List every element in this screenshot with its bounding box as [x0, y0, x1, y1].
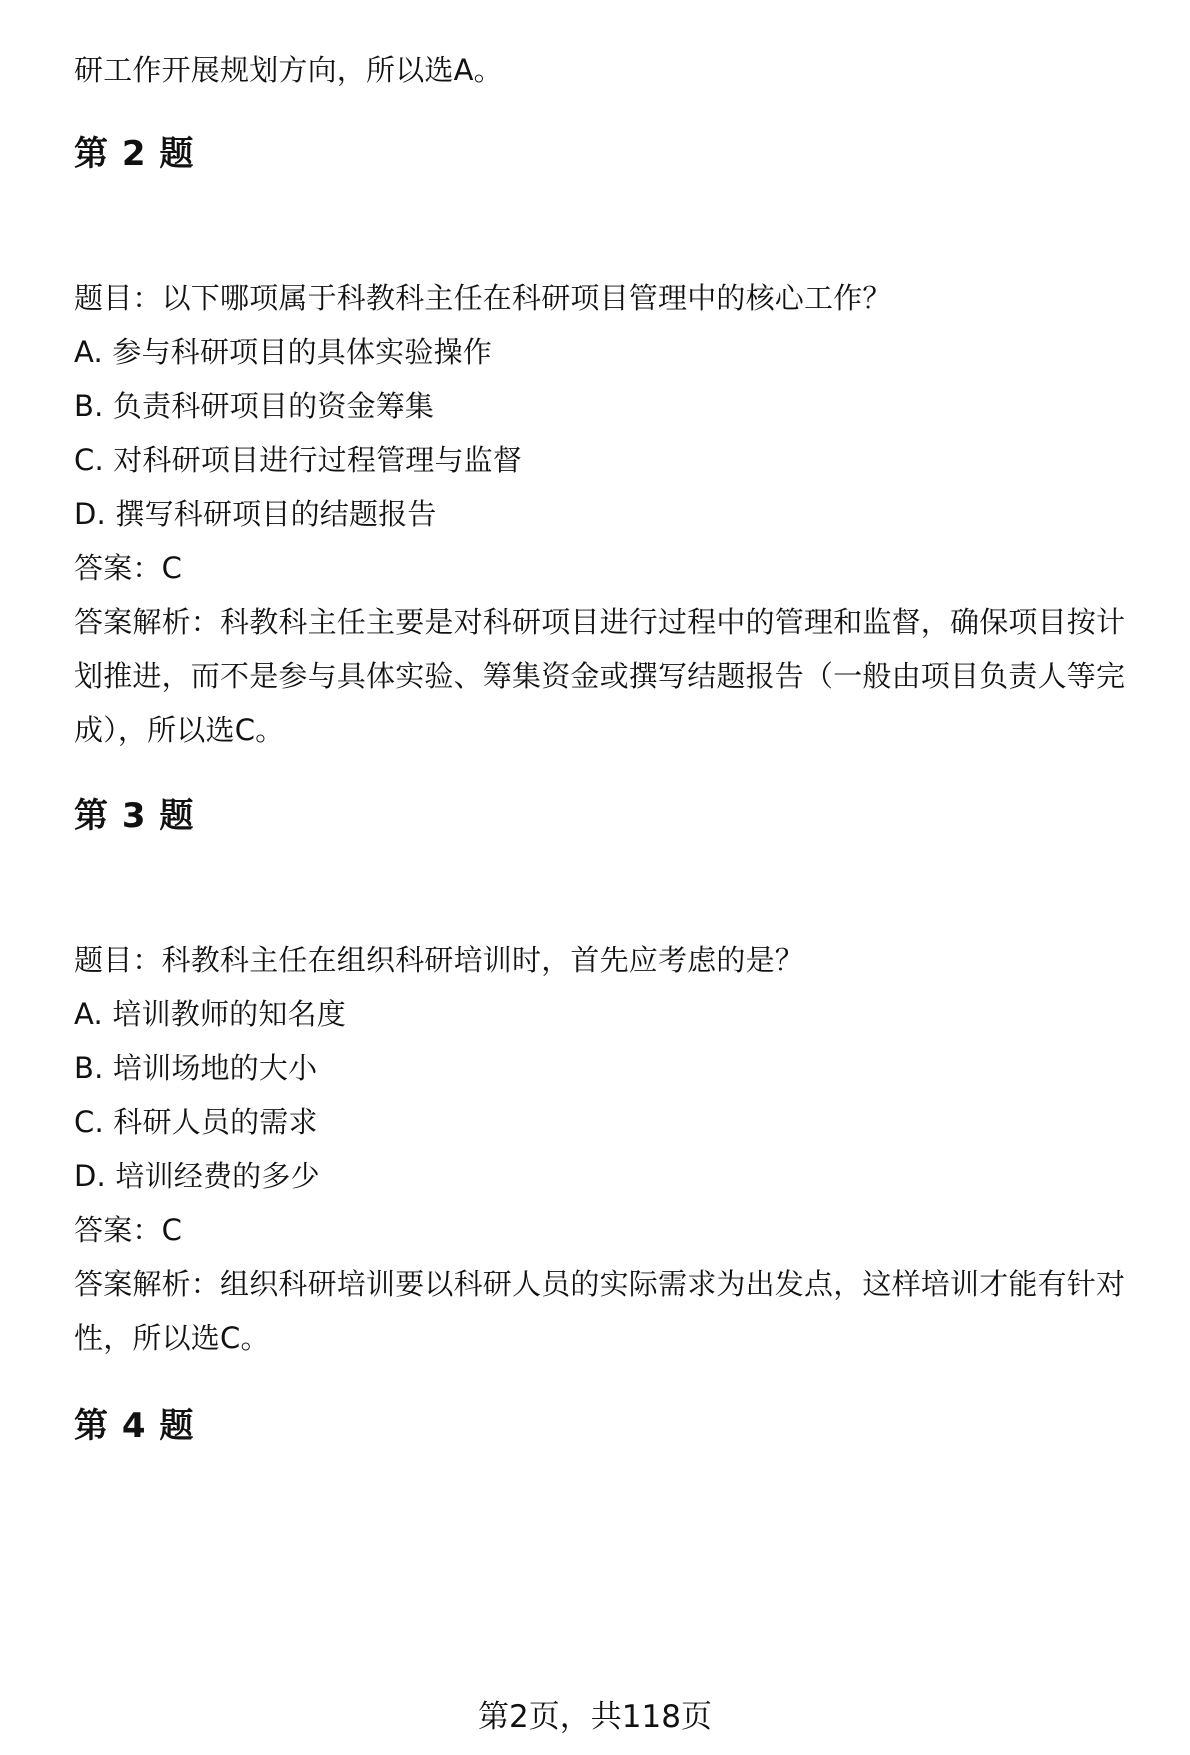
- question-2-analysis-line-1: 答案解析：科教科主任主要是对科研项目进行过程中的管理和监督，确保项目按计: [74, 605, 1126, 639]
- previous-analysis-continuation: 研工作开展规划方向，所以选A。: [74, 53, 503, 87]
- question-2-analysis-line-3: 成），所以选C。: [74, 713, 285, 747]
- question-3-option-a: A. 培训教师的知名度: [74, 997, 346, 1031]
- question-2-heading: 第 2 题: [74, 134, 195, 174]
- question-3-prompt: 题目：科教科主任在组织科研培训时，首先应考虑的是？: [74, 943, 805, 977]
- question-3-option-d: D. 培训经费的多少: [74, 1159, 320, 1193]
- question-2-option-b: B. 负责科研项目的资金筹集: [74, 389, 435, 423]
- question-3-analysis-line-1: 答案解析：组织科研培训要以科研人员的实际需求为出发点，这样培训才能有针对: [74, 1267, 1126, 1301]
- question-2-option-c: C. 对科研项目进行过程管理与监督: [74, 443, 523, 477]
- question-3-heading: 第 3 题: [74, 796, 195, 836]
- question-2-answer: 答案：C: [74, 551, 183, 585]
- question-2-prompt: 题目：以下哪项属于科教科主任在科研项目管理中的核心工作？: [74, 281, 892, 315]
- question-3-option-c: C. 科研人员的需求: [74, 1105, 318, 1139]
- question-3-option-b: B. 培训场地的大小: [74, 1051, 318, 1085]
- question-3-analysis-line-2: 性，所以选C。: [74, 1321, 270, 1355]
- question-2-option-d: D. 撰写科研项目的结题报告: [74, 497, 437, 531]
- question-2-option-a: A. 参与科研项目的具体实验操作: [74, 335, 492, 369]
- page-number-footer: 第2页，共118页: [478, 1699, 712, 1735]
- question-3-answer: 答案：C: [74, 1213, 183, 1247]
- question-2-analysis-line-2: 划推进，而不是参与具体实验、筹集资金或撰写结题报告（一般由项目负责人等完: [74, 659, 1126, 693]
- question-4-heading: 第 4 题: [74, 1406, 195, 1446]
